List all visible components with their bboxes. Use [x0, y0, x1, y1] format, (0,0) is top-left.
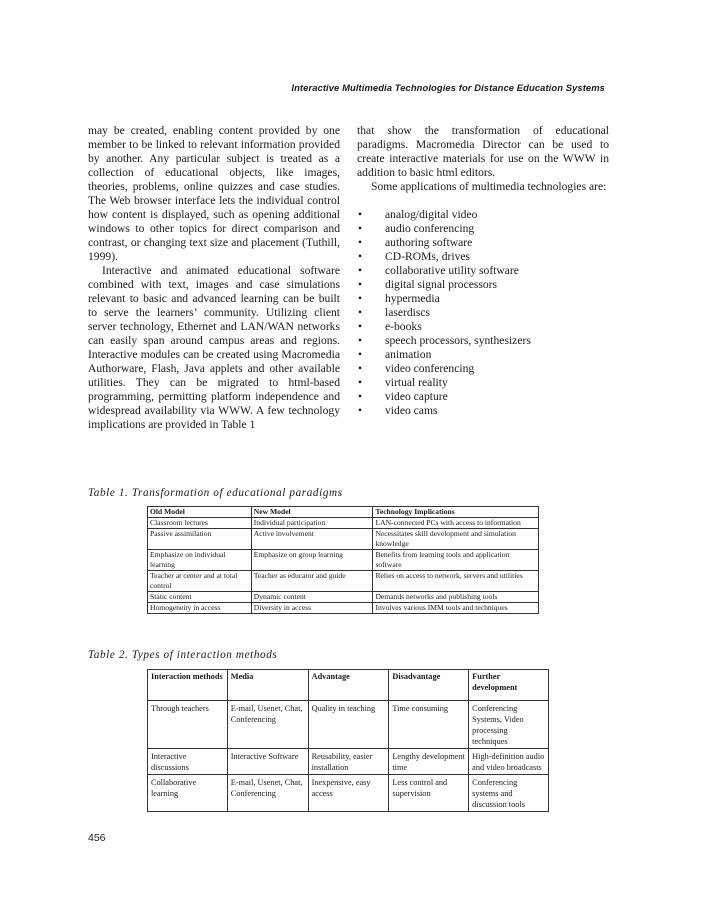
bullet-icon: • [358, 362, 363, 375]
table-cell: Teacher as educator and guide [251, 571, 373, 592]
body-paragraph: may be created, enabling content provided by one member to be linked to relevant information provided by another. Any particular subject is treated as a collection of educational objects, like images, theories, problems, online quizzes and case studies. The Web browser interface lets the individual control how content is displayed, such as opening additional windows to other topics for direct comparison and contrast, or changing text size and placement (Tuthill, 1999). [88, 124, 340, 263]
bullet-icon: • [358, 208, 363, 221]
table-cell: Benefits from learning tools and application software [373, 550, 539, 571]
table-cell: Through teachers [148, 701, 228, 749]
list-item [357, 236, 609, 250]
list-item [357, 278, 609, 292]
table-cell: Emphasize on individual learning [148, 550, 252, 571]
list-item [357, 306, 609, 320]
table-cell: Interactive discussions [148, 749, 228, 775]
column-header: Technology Implications [373, 507, 539, 518]
table-cell: Static content [148, 592, 252, 603]
table-cell: LAN-connected PCs with access to information [373, 518, 539, 529]
table-cell: Dynamic content [251, 592, 373, 603]
list-item [357, 222, 609, 236]
table-row [148, 518, 539, 529]
table-cell: Inexpensive, easy access [308, 775, 389, 812]
column-header: Old Model [148, 507, 252, 518]
bullet-icon: • [358, 348, 363, 361]
list-item-text: animation [385, 348, 432, 361]
table-header-row [148, 670, 549, 701]
list-item-text: audio conferencing [385, 222, 475, 235]
bullet-icon: • [358, 236, 363, 249]
applications-list [357, 208, 609, 418]
table-cell: Relies on access to network, servers and utilities [373, 571, 539, 592]
table-cell: Individual participation [251, 518, 373, 529]
table-cell: Emphasize on group learning [251, 550, 373, 571]
list-item-text: speech processors, synthesizers [385, 334, 531, 347]
list-item-text: hypermedia [385, 292, 440, 305]
list-item-text: collaborative utility software [385, 264, 519, 277]
table2-caption: Table 2. Types of interaction methods [88, 649, 278, 661]
table-cell: Quality in teaching [308, 701, 389, 749]
bullet-icon: • [358, 376, 363, 389]
list-item-text: laserdiscs [385, 306, 431, 319]
list-item [357, 208, 609, 222]
list-item [357, 320, 609, 334]
left-column [88, 124, 340, 432]
column-header: Media [227, 670, 308, 701]
table-cell: Teacher at center and at total control [148, 571, 252, 592]
column-header: New Model [251, 507, 373, 518]
table-cell: Conferencing Systems, Video processing techniques [469, 701, 549, 749]
table-cell: Passive assimilation [148, 529, 252, 550]
table-cell: Demands networks and publishing tools [373, 592, 539, 603]
bullet-icon: • [358, 306, 363, 319]
list-item [357, 348, 609, 362]
bullet-icon: • [358, 334, 363, 347]
table-cell: Reusability, easier installation [308, 749, 389, 775]
column-header: Further development [469, 670, 549, 701]
list-intro-paragraph: Some applications of multimedia technologies are: [371, 180, 607, 193]
bullet-icon: • [358, 250, 363, 263]
table-cell: Classroom lectures [148, 518, 252, 529]
list-item-text: digital signal processors [385, 278, 498, 291]
bullet-icon: • [358, 222, 363, 235]
list-item-text: CD-ROMs, drives [385, 250, 471, 263]
table-row [148, 701, 549, 749]
right-column [357, 124, 609, 418]
list-item-text: video capture [385, 390, 448, 403]
table-cell: Interactive Software [227, 749, 308, 775]
table-cell: E-mail, Usenet, Chat, Conferencing [227, 701, 308, 749]
table-row [148, 603, 539, 614]
list-item-text: e-books [385, 320, 422, 333]
list-item-text: video cams [385, 404, 438, 417]
bullet-icon: • [358, 292, 363, 305]
list-item [357, 362, 609, 376]
table-cell: Time consuming [389, 701, 469, 749]
table-cell: Necessitates skill development and simulation knowledge [373, 529, 539, 550]
table-cell: Active involvement [251, 529, 373, 550]
table-cell: High-definition audio and video broadcasts [469, 749, 549, 775]
list-item [357, 334, 609, 348]
page-number: 456 [88, 832, 106, 844]
list-item-text: video conferencing [385, 362, 475, 375]
table-row [148, 592, 539, 603]
bullet-icon: • [358, 320, 363, 333]
table-cell: Homogeneity in access [148, 603, 252, 614]
list-item-text: authoring software [385, 236, 473, 249]
bullet-icon: • [358, 390, 363, 403]
paradigms-table [147, 506, 539, 614]
bullet-icon: • [358, 404, 363, 417]
table-cell: Conferencing systems and discussion tools [469, 775, 549, 812]
interaction-methods-table [147, 669, 549, 812]
table-cell: Diversity in access [251, 603, 373, 614]
list-item [357, 264, 609, 278]
body-paragraph: Interactive and animated educational software combined with text, images and case simulations relevant to basic and advanced learning can be built to serve the learners’ community. Utilizing client server technology, Ethernet and LAN/WAN networks can easily span around campus areas and regions. Interactive modules can be created using Macromedia Authorware, Flash, Java applets and other available utilities. They can be migrated to html-based programming, permitting platform independence and widespread availability via WWW. A few technology implications are provided in Table 1 [88, 264, 340, 431]
column-header: Disadvantage [389, 670, 469, 701]
column-header: Advantage [308, 670, 389, 701]
list-item [357, 250, 609, 264]
bullet-icon: • [358, 264, 363, 277]
column-header: Interaction methods [148, 670, 228, 701]
table-cell: Collaborative learning [148, 775, 228, 812]
table-cell: Involves various IMM tools and techniques [373, 603, 539, 614]
table-cell: Less control and supervision [389, 775, 469, 812]
bullet-icon: • [358, 278, 363, 291]
table-row [148, 775, 549, 812]
body-paragraph: that show the transformation of educational paradigms. Macromedia Director can be used to create interactive materials for use on the WWW in addition to basic html editors. [357, 124, 609, 179]
list-item [357, 376, 609, 390]
table-row [148, 550, 539, 571]
list-item [357, 404, 609, 418]
table-row [148, 749, 549, 775]
running-header: Interactive Multimedia Technologies for Distance Education Systems [291, 82, 605, 93]
list-item [357, 390, 609, 404]
list-item-text: virtual reality [385, 376, 448, 389]
list-item-text: analog/digital video [385, 208, 478, 221]
table-cell: E-mail, Usenet, Chat, Conferencing [227, 775, 308, 812]
table1-caption: Table 1. Transformation of educational paradigms [88, 487, 343, 499]
table-header-row [148, 507, 539, 518]
list-item [357, 292, 609, 306]
table-cell: Lengthy development time [389, 749, 469, 775]
table-row [148, 529, 539, 550]
table-row [148, 571, 539, 592]
